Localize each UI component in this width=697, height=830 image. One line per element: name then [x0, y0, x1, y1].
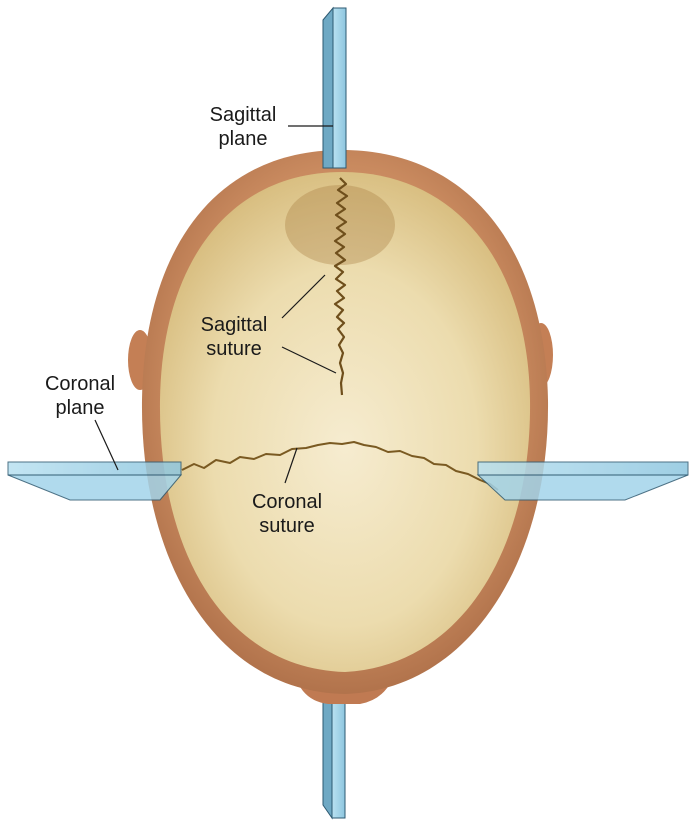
coronal-plane-right [478, 462, 688, 500]
sagittal-plane-top [323, 8, 346, 168]
label-sagittal-plane: Sagittal plane [209, 104, 277, 150]
label-coronal-suture: Coronal suture [251, 491, 323, 537]
label-sagittal-suture: Sagittal suture [200, 314, 268, 360]
label-coronal-plane: Coronal plane [44, 373, 116, 419]
coronal-plane-left [8, 462, 181, 500]
